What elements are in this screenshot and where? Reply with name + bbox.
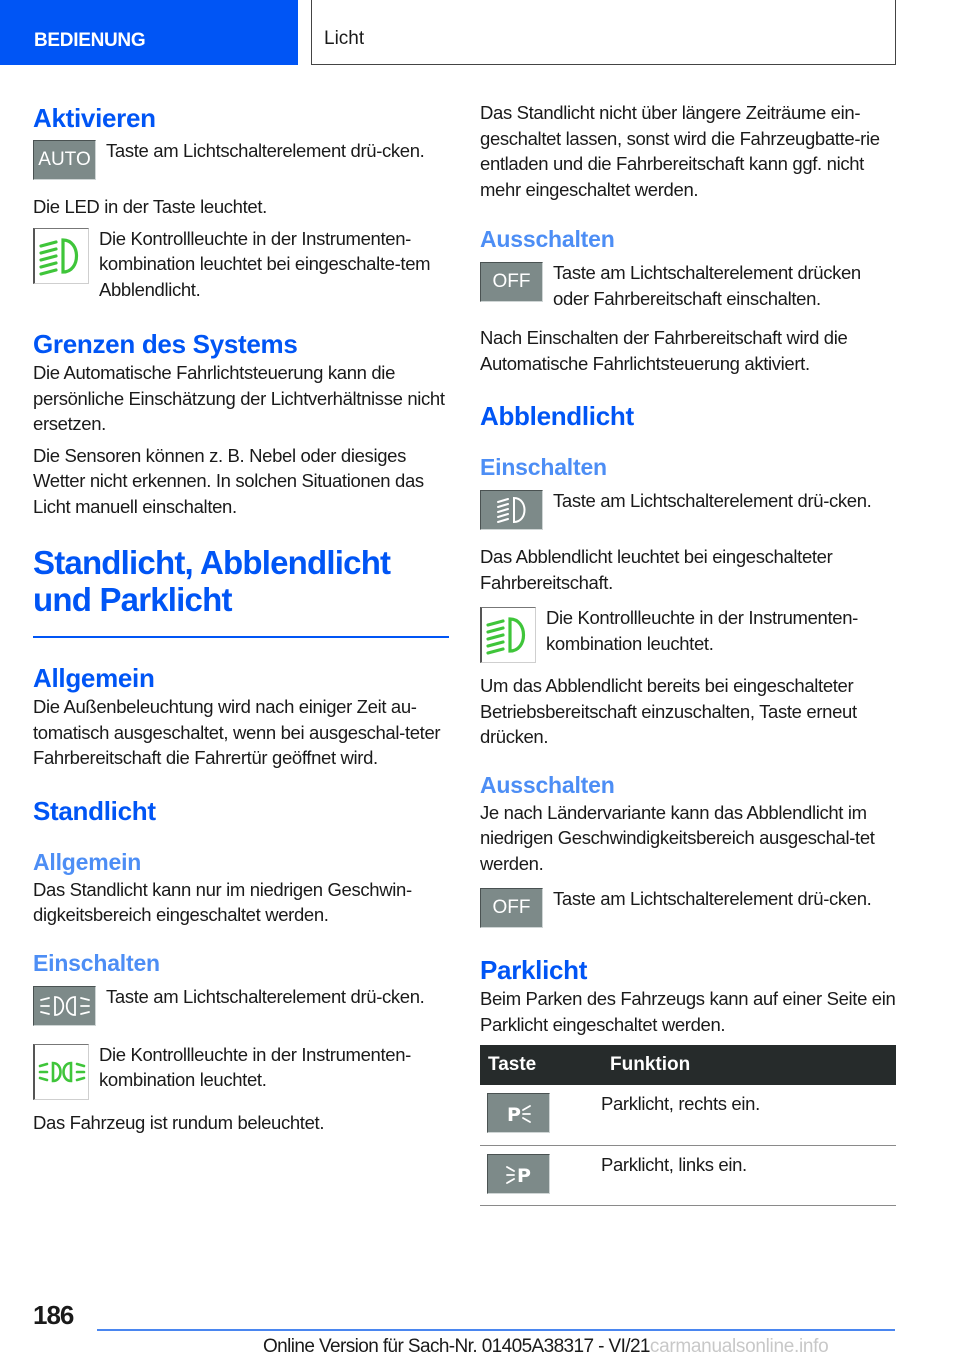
table-header-taste: Taste <box>480 1045 601 1085</box>
off-button-text-2: Taste am Lichtschalterelement drü-cken. <box>553 888 872 909</box>
parking-light-left-icon <box>487 1154 550 1194</box>
heading-allgemein: Allgemein <box>33 663 155 693</box>
side-light-button-text: Taste am Lichtschalterelement drü-cken. <box>106 985 425 1007</box>
table-header-funktion: Funktion <box>601 1045 896 1085</box>
left-column <box>33 100 449 1135</box>
abblendlicht-ausschalten-text: Je nach Ländervariante kann das Abblendlicht im niedrigen Geschwindigkeitsbereich ausgeschal-tet werden. <box>480 801 875 874</box>
section-title: BEDIENUNG <box>34 30 146 51</box>
heading-parklicht: Parklicht <box>480 955 588 985</box>
heading-abblendlicht-ausschalten: Ausschalten <box>480 771 615 798</box>
led-text: Die LED in der Taste leuchtet. <box>33 196 267 217</box>
footer-rule <box>97 1329 895 1331</box>
heading-standlicht: Standlicht <box>33 795 156 826</box>
ausschalten-after: Nach Einschalten der Fahrbereitschaft wird die Automatische Fahrlichtsteuerung aktiviert. <box>480 327 848 374</box>
heading-abblendlicht: Abblendlicht <box>480 401 634 431</box>
watermark: carmanualsonline.info <box>649 1336 829 1357</box>
side-light-button-icon <box>33 986 96 1026</box>
heading-abblendlicht-einschalten: Einschalten <box>480 454 607 480</box>
low-beam-indicator-icon-2 <box>480 607 536 663</box>
heading-grenzen: Grenzen des Systems <box>33 329 298 359</box>
grenzen-p1: Die Automatische Fahrlichtsteuerung kann die persönliche Einschätzung der Lichtverhältnisse nicht ersetzen. <box>33 362 445 434</box>
side-light-indicator-icon <box>33 1044 89 1100</box>
off-button-icon: OFF <box>480 262 543 302</box>
heading-ausschalten: Ausschalten <box>480 226 615 252</box>
main-heading: Standlicht, Abblendlicht und Parklicht <box>33 544 391 618</box>
grenzen-p2: Die Sensoren können z. B. Nebel oder diesiges Wetter nicht erkennen. In solchen Situationen das Licht manuell einschalten. <box>33 444 424 517</box>
side-light-lamp-row <box>33 1042 449 1100</box>
parking-button-row <box>33 984 449 1026</box>
table-row <box>480 1145 896 1205</box>
side-light-closing: Das Fahrzeug ist rundum beleuchtet. <box>33 1111 325 1133</box>
heading-standlicht-einschalten: Einschalten <box>33 949 160 976</box>
heading-aktivieren: Aktivieren <box>33 103 156 133</box>
footer-version <box>263 1336 828 1358</box>
svg-text:P: P <box>516 1164 531 1187</box>
heading-standlicht-allgemein: Allgemein <box>33 848 142 875</box>
off-button-text: Taste am Lichtschalterelement drücken oder Fahrbereitschaft einschalten. <box>553 262 861 309</box>
version-text: Online Version für Sach-Nr. 01405A38317 - VI/21 <box>263 1336 650 1357</box>
table-cell-function: Parklicht, rechts ein. <box>601 1085 896 1145</box>
off-button-icon-2: OFF <box>480 888 543 928</box>
right-column <box>480 100 896 1206</box>
allgemein-text: Die Außenbeleuchtung wird nach einiger Zeit au-tomatisch ausgeschaltet, wenn bei ausgeschal-teter Fahrbereitschaft die Fahrertür geöffnet wird. <box>33 696 441 768</box>
section-tab <box>0 0 298 65</box>
abblendlicht-p1: Das Abblendlicht leuchtet bei eingeschalteter Fahrbereitschaft. <box>480 546 833 593</box>
heading-rule <box>33 636 449 638</box>
low-beam-lamp-row <box>480 605 896 663</box>
low-beam-button-row <box>480 488 896 530</box>
standlicht-allgemein-text: Das Standlicht kann nur im niedrigen Geschwin-digkeitsbereich eingeschaltet werden. <box>33 878 412 925</box>
lamp-row <box>33 226 449 303</box>
low-beam-indicator-icon <box>33 228 89 284</box>
auto-button-text: Taste am Lichtschalterelement drü-cken. <box>106 140 425 161</box>
parklicht-text: Beim Parken des Fahrzeugs kann auf einer Seite ein Parklicht eingeschaltet werden. <box>480 988 896 1035</box>
parking-light-table <box>480 1045 896 1206</box>
page-number: 186 <box>33 1300 74 1330</box>
low-beam-button-icon <box>480 490 543 530</box>
table-row <box>480 1085 896 1145</box>
standlicht-continued: Das Standlicht nicht über längere Zeiträume ein-geschaltet lassen, sonst wird die Fahrzeugbatte-rie entladen und die Fahrbereitschaft kann ggf. nicht mehr eingeschaltet werden. <box>480 102 880 200</box>
auto-button-icon: AUTO <box>33 140 96 180</box>
abblendlicht-p2: Um das Abblendlicht bereits bei eingeschalteter Betriebsbereitschaft einzuschalten, Taste erneut drücken. <box>480 675 857 747</box>
table-cell-function: Parklicht, links ein. <box>601 1145 896 1205</box>
low-beam-lamp-text: Die Kontrollleuchte in der Instrumenten-kombination leuchtet. <box>546 607 858 654</box>
chapter-title: Licht <box>324 28 365 49</box>
off-button-row <box>480 260 896 311</box>
auto-button-row <box>33 138 449 180</box>
lamp-text: Die Kontrollleuchte in der Instrumenten-kombination leuchtet bei eingeschalte-tem Abblendlicht. <box>99 227 431 300</box>
svg-text:P: P <box>506 1104 521 1126</box>
chapter-tab <box>311 0 896 65</box>
side-light-lamp-text: Die Kontrollleuchte in der Instrumenten-kombination leuchtet. <box>99 1043 411 1090</box>
off-button-row-2 <box>480 886 896 928</box>
parking-light-right-icon <box>487 1093 550 1133</box>
low-beam-button-text: Taste am Lichtschalterelement drü-cken. <box>553 490 872 511</box>
